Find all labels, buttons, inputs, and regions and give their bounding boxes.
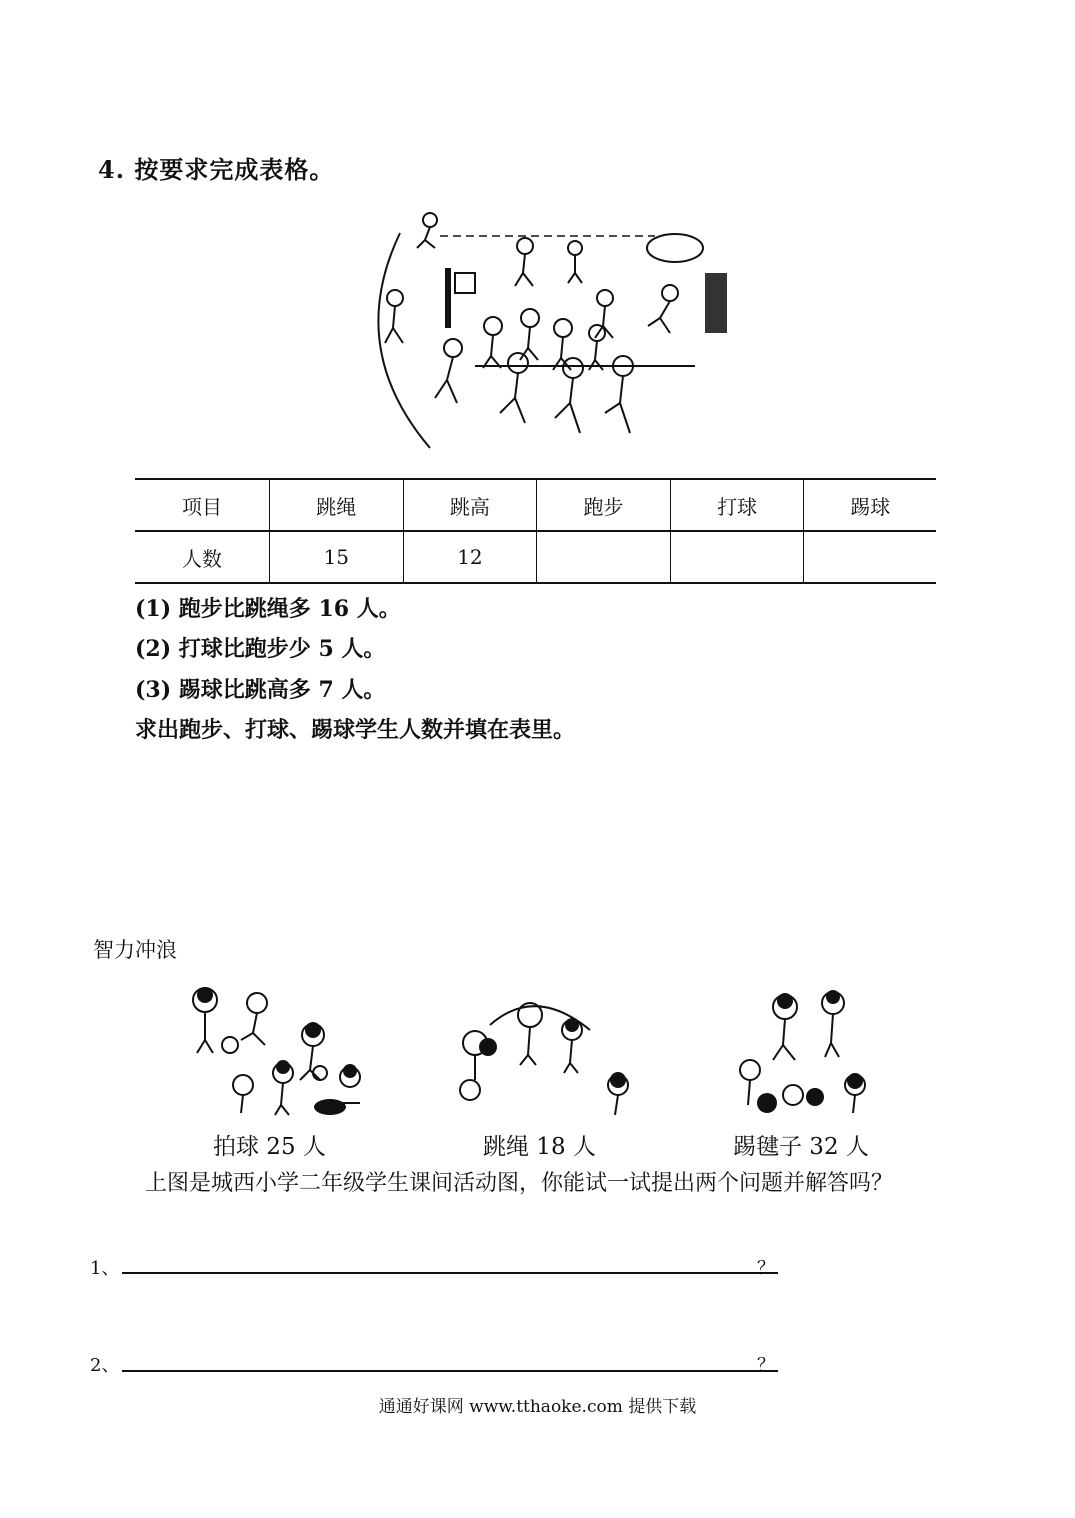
condition-1: (1) 跑步比跳绳多 16 人。 [135,596,401,622]
footer-text: 通通好课网 www.tthaoke.com 提供下载 [378,1397,697,1417]
table-cell: 12 [403,531,537,583]
ball-bouncing-illustration [185,985,365,1120]
sports-field-illustration [365,208,745,458]
table-cell: 15 [270,531,404,583]
question-prompt: 上图是城西小学二年级学生课间活动图，你能试一试提出两个问题并解答吗？ [145,1171,894,1196]
answer-line-question-mark: ？ [757,1258,775,1279]
table-header-cell: 踢球 [804,479,936,531]
instruction: 求出跑步、打球、踢球学生人数并填在表里。 [135,717,576,743]
table-header-cell: 跑步 [537,479,671,531]
table-header-cell: 跳高 [403,479,537,531]
condition-3: (3) 踢球比跳高多 7 人。 [135,677,386,703]
answer-line-question-mark: ？ [757,1355,775,1376]
answer-line-2[interactable] [122,1370,778,1372]
activity-table [135,478,936,584]
table-cell-blank[interactable] [670,531,804,583]
answer-line-number: 1、 [90,1258,120,1279]
shuttlecock-kicking-illustration [715,985,895,1120]
condition-2: (2) 打球比跑步少 5 人。 [135,636,386,662]
table-header-cell: 跳绳 [270,479,404,531]
table-cell-blank[interactable] [804,531,936,583]
answer-line-number: 2、 [90,1355,120,1376]
table-row [135,531,936,583]
answer-line-1[interactable] [122,1272,778,1274]
activity-caption: 踢毽子 32 人 [733,1134,869,1160]
table-header-row [135,479,936,531]
activity-caption: 跳绳 18 人 [483,1134,596,1160]
section-title: 智力冲浪 [93,938,177,962]
table-header-cell: 打球 [670,479,804,531]
table-row-label: 人数 [135,531,270,583]
jump-rope-illustration [450,985,630,1120]
table-header-cell: 项目 [135,479,270,531]
question-title: 4. 按要求完成表格。 [98,155,335,184]
table-cell-blank[interactable] [537,531,671,583]
activity-caption: 拍球 25 人 [213,1134,326,1160]
